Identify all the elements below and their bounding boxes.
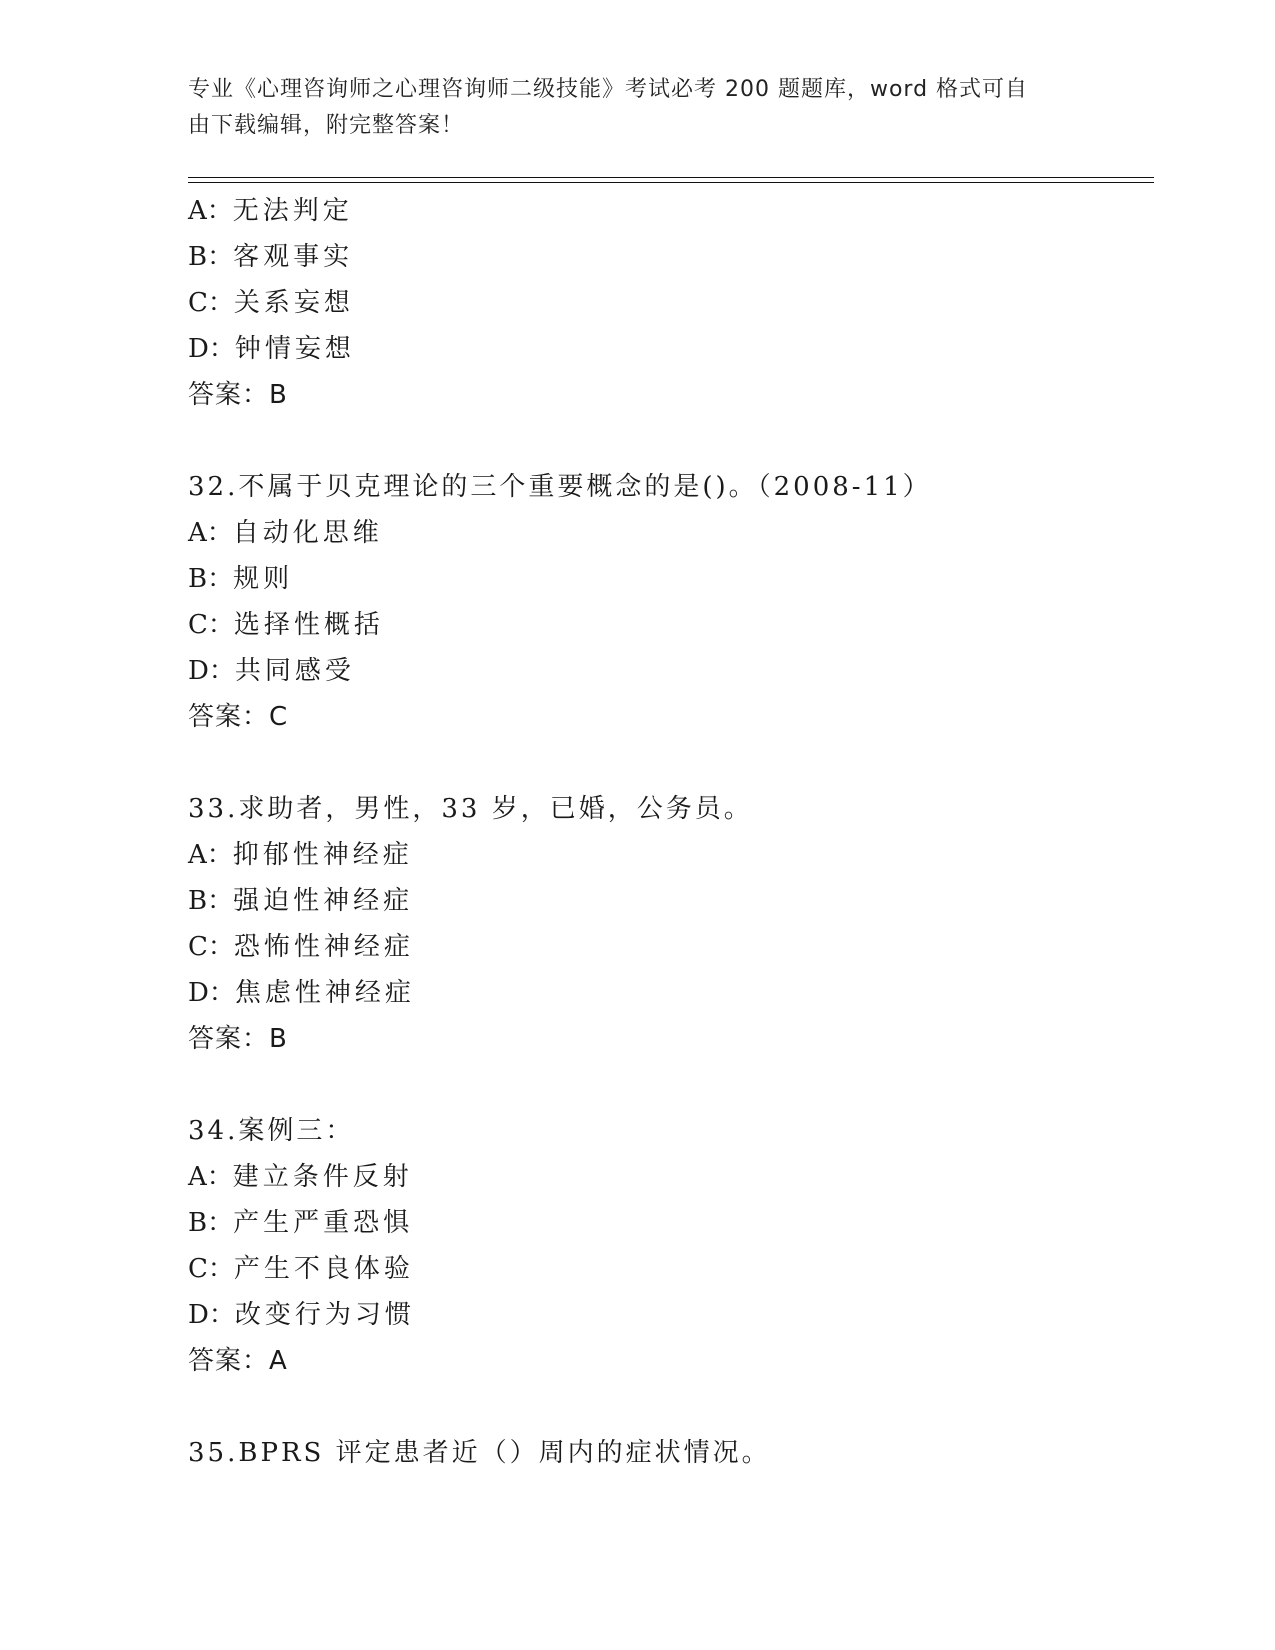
question-31: [188, 188, 1154, 418]
option-c: C：恐怖性神经症: [188, 932, 414, 962]
option-b: B：规则: [188, 564, 294, 594]
question-34: [188, 1108, 1154, 1384]
option-c: C：关系妄想: [188, 288, 354, 318]
option-d: D：共同感受: [188, 656, 355, 686]
header-rule-bottom: [188, 182, 1154, 183]
question-33: [188, 786, 1154, 1062]
answer: 答案：B: [188, 380, 288, 410]
document-header: [188, 72, 1068, 144]
option-a: A：抑郁性神经症: [188, 840, 413, 870]
option-a: A：自动化思维: [188, 518, 383, 548]
header-line-2: 由下载编辑，附完整答案！: [188, 113, 465, 138]
option-d: D：钟情妄想: [188, 334, 355, 364]
answer: 答案：A: [188, 1346, 288, 1376]
question-stem: 35.BPRS 评定患者近（）周内的症状情况。: [188, 1438, 771, 1468]
question-35: [188, 1430, 1154, 1476]
option-b: B：强迫性神经症: [188, 886, 414, 916]
option-b: B：客观事实: [188, 242, 354, 272]
answer: 答案：C: [188, 702, 289, 732]
header-rule-top: [188, 177, 1154, 178]
option-b: B：产生严重恐惧: [188, 1208, 414, 1238]
option-d: D：改变行为习惯: [188, 1300, 415, 1330]
option-d: D：焦虑性神经症: [188, 978, 415, 1008]
question-list: [188, 188, 1154, 1522]
header-line-1: 专业《心理咨询师之心理咨询师二级技能》考试必考 200 题题库，word 格式可自: [188, 77, 1029, 102]
question-32: [188, 464, 1154, 740]
answer: 答案：B: [188, 1024, 288, 1054]
question-stem: 33.求助者，男性，33 岁，已婚，公务员。: [188, 794, 753, 824]
option-a: A：建立条件反射: [188, 1162, 413, 1192]
option-c: C：选择性概括: [188, 610, 384, 640]
option-a: A：无法判定: [188, 196, 353, 226]
question-stem: 32.不属于贝克理论的三个重要概念的是()。（2008-11）: [188, 472, 932, 502]
option-c: C：产生不良体验: [188, 1254, 414, 1284]
question-stem: 34.案例三：: [188, 1116, 355, 1146]
